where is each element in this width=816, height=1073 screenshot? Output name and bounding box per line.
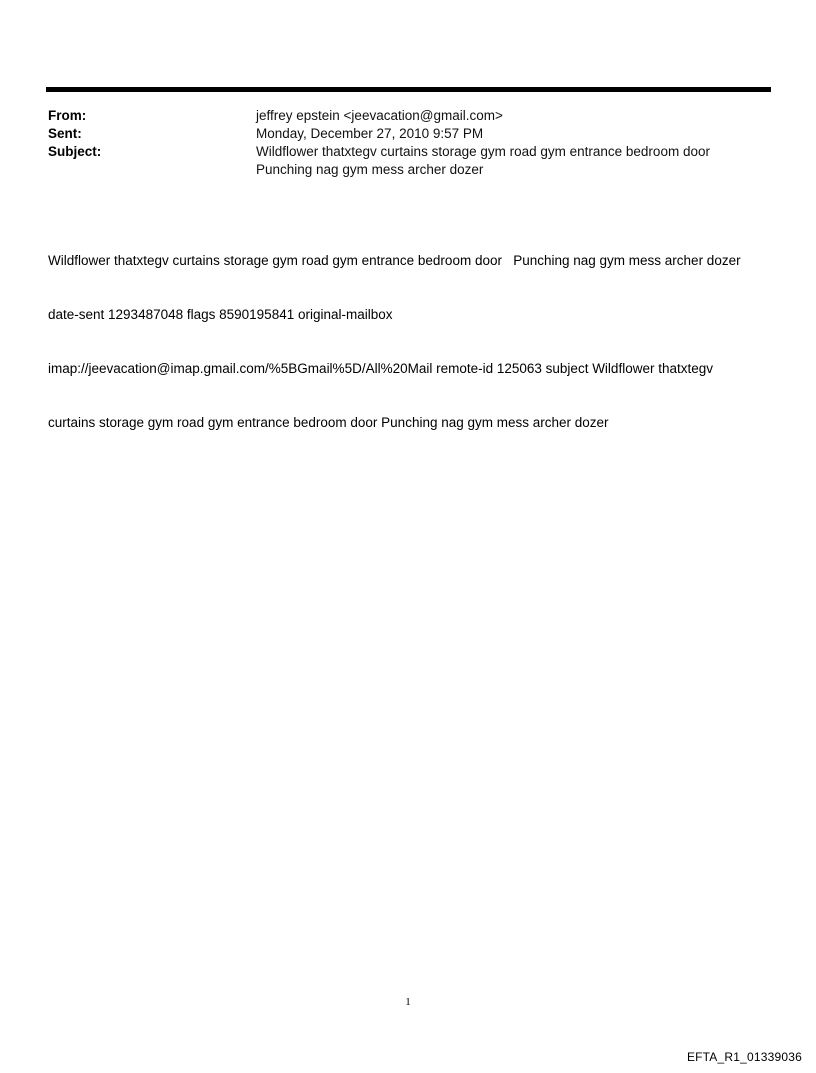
document-id: EFTA_R1_01339036 xyxy=(686,1050,802,1064)
body-line-2: date-sent 1293487048 flags 8590195841 original-mailbox xyxy=(48,307,393,322)
subject-row xyxy=(48,143,768,179)
subject-value xyxy=(256,143,768,179)
email-header xyxy=(48,107,768,179)
body-line-1: Wildflower thatxtegv curtains storage gym road gym entrance bedroom door Punching nag gym mess archer dozer xyxy=(48,253,741,268)
header-divider xyxy=(46,87,771,92)
body-line-3: imap://jeevacation@imap.gmail.com/%5BGmail%5D/All%20Mail remote-id 125063 subject Wildflower thatxtegv xyxy=(48,361,713,376)
from-row xyxy=(48,107,768,125)
sent-label: Sent: xyxy=(48,126,82,141)
page-number: 1 xyxy=(405,996,411,1008)
body-line-4: curtains storage gym road gym entrance bedroom door Punching nag gym mess archer dozer xyxy=(48,415,609,430)
subject-line-2: Punching nag gym mess archer dozer xyxy=(256,162,484,177)
subject-label: Subject: xyxy=(48,144,102,159)
sent-row xyxy=(48,125,768,143)
subject-line-1: Wildflower thatxtegv curtains storage gym road gym entrance bedroom door xyxy=(256,144,710,159)
email-body xyxy=(48,216,768,450)
from-value: jeffrey epstein <jeevacation@gmail.com> xyxy=(256,108,503,123)
from-label: From: xyxy=(48,108,87,123)
sent-value: Monday, December 27, 2010 9:57 PM xyxy=(256,126,484,141)
